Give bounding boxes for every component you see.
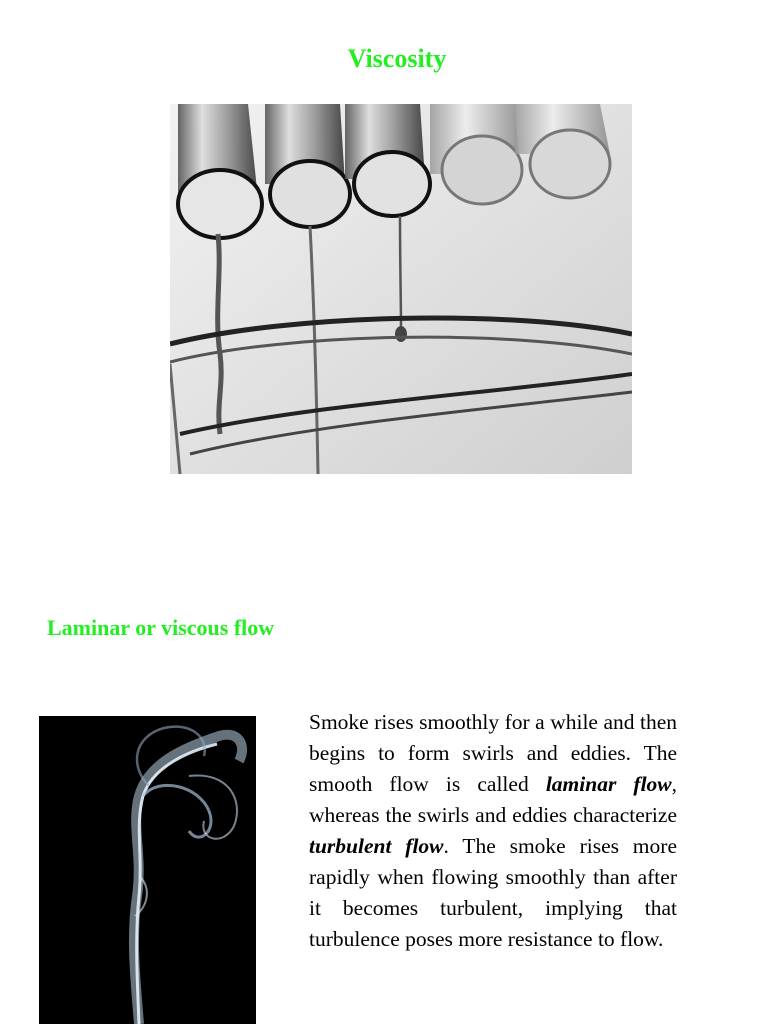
smoke-photo bbox=[39, 716, 256, 1024]
paragraph-text-3: . The smoke rises more rapidly when flowing smoothly than after it becomes turbulent, implying that turbulence poses more resistance to flow. bbox=[309, 834, 677, 951]
turbulent-flow-term: turbulent flow bbox=[309, 834, 444, 858]
laminar-flow-term: laminar flow bbox=[545, 772, 672, 796]
test-tubes-beaker-photo bbox=[170, 104, 632, 474]
page-title: Viscosity bbox=[347, 44, 447, 73]
smoke-description-paragraph bbox=[309, 707, 677, 955]
paragraph-text-2: , whereas the swirls and eddies characterize bbox=[309, 772, 678, 827]
paragraph-text-1: Smoke rises smoothly for a while and then begins to form swirls and eddies. The smooth flow is called bbox=[309, 710, 677, 796]
section-heading: Laminar or viscous flow bbox=[47, 615, 275, 640]
